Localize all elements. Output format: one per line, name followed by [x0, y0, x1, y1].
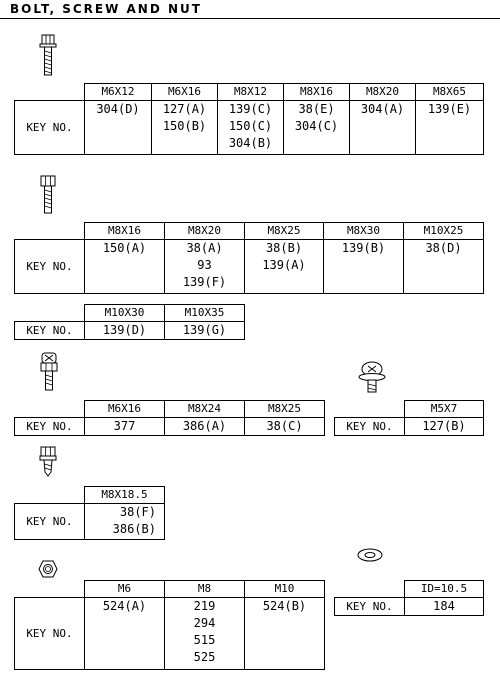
flat-washer-icon [356, 546, 384, 564]
key-value: 139(D) [102, 323, 147, 337]
key-cell [85, 322, 165, 340]
key-value: 304(A) [360, 102, 405, 116]
key-no-label: KEY NO. [15, 504, 85, 540]
key-value: 127(A) [162, 102, 207, 116]
size-header: M8X16 [85, 223, 165, 240]
size-header: M8X65 [416, 84, 484, 101]
size-header: M6X12 [85, 84, 152, 101]
size-header: M8X25 [245, 401, 325, 418]
page-title: BOLT, SCREW AND NUT [10, 2, 202, 16]
key-value: 525 [193, 650, 216, 664]
key-value: 219 [193, 599, 216, 613]
parts-table-7 [14, 580, 325, 670]
pan-head-washer-screw-icon [357, 360, 387, 394]
size-header: M8X12 [218, 84, 284, 101]
phillips-hex-bolt-icon [38, 352, 60, 392]
key-value: 515 [193, 633, 216, 647]
key-value: 377 [113, 419, 136, 433]
parts-table-6 [14, 486, 165, 540]
key-value: 38(F) [119, 505, 156, 519]
key-value: 150(C) [228, 119, 273, 133]
key-cell [350, 101, 416, 155]
size-header: M10X30 [85, 305, 165, 322]
key-cell [85, 240, 165, 294]
parts-table-2 [14, 222, 484, 294]
key-cell [245, 598, 325, 670]
key-value: 38(D) [425, 241, 462, 255]
hex-bolt-icon [38, 175, 58, 215]
key-value: 524(B) [262, 599, 307, 613]
key-cell [245, 240, 324, 294]
key-cell [416, 101, 484, 155]
size-header: M10X25 [404, 223, 484, 240]
key-cell [404, 240, 484, 294]
size-header: M8X25 [245, 223, 324, 240]
key-value: 139(E) [427, 102, 472, 116]
size-header: M6X16 [85, 401, 165, 418]
key-value: 139(F) [182, 275, 227, 289]
key-value: 38(C) [266, 419, 303, 433]
parts-table-5 [334, 400, 484, 436]
key-value: 304(C) [294, 119, 339, 133]
parts-table-4 [14, 400, 325, 436]
key-value: 38(E) [298, 102, 335, 116]
table-corner [15, 223, 85, 240]
key-value: 139(G) [182, 323, 227, 337]
size-header: ID=10.5 [405, 581, 484, 598]
key-no-label: KEY NO. [335, 598, 405, 616]
key-value: 524(A) [102, 599, 147, 613]
key-value: 294 [193, 616, 216, 630]
key-value: 304(D) [96, 102, 140, 116]
tapping-bolt-icon [38, 446, 58, 478]
key-cell [405, 598, 484, 616]
key-no-label: KEY NO. [15, 598, 85, 670]
size-header: M8X18.5 [85, 487, 165, 504]
parts-table-1 [14, 83, 484, 155]
size-header: M6 [85, 581, 165, 598]
key-cell [165, 322, 245, 340]
hex-nut-icon [38, 559, 58, 579]
key-cell [85, 598, 165, 670]
key-cell [165, 598, 245, 670]
key-value: 127(B) [422, 419, 466, 433]
key-no-label: KEY NO. [15, 240, 85, 294]
key-value: 386(A) [182, 419, 227, 433]
key-no-label: KEY NO. [15, 418, 85, 436]
key-value: 139(A) [262, 258, 306, 272]
size-header: M5X7 [405, 401, 484, 418]
table-corner [15, 487, 85, 504]
key-no-label: KEY NO. [15, 101, 85, 155]
size-header: M6X16 [152, 84, 218, 101]
size-header: M10 [245, 581, 325, 598]
key-value: 139(C) [228, 102, 273, 116]
key-cell [284, 101, 350, 155]
key-value: 304(B) [228, 136, 273, 150]
table-corner [15, 84, 85, 101]
key-value: 38(A) [186, 241, 223, 255]
table-corner [15, 401, 85, 418]
key-value: 150(B) [162, 119, 207, 133]
size-header: M8X20 [350, 84, 416, 101]
table-corner [335, 401, 405, 418]
size-header: M8 [165, 581, 245, 598]
key-value: 93 [197, 258, 212, 272]
parts-table-3 [14, 304, 245, 340]
parts-table-8 [334, 580, 484, 616]
size-header: M8X20 [165, 223, 245, 240]
key-cell [152, 101, 218, 155]
key-value: 139(B) [341, 241, 386, 255]
key-cell [218, 101, 284, 155]
size-header: M8X30 [324, 223, 404, 240]
key-cell [85, 101, 152, 155]
title-underline [0, 18, 500, 19]
table-corner [15, 581, 85, 598]
size-header: M8X16 [284, 84, 350, 101]
size-header: M10X35 [165, 305, 245, 322]
table-corner [15, 305, 85, 322]
key-value: 184 [433, 599, 455, 613]
key-cell [245, 418, 325, 436]
key-value: 38(B) [265, 241, 303, 255]
size-header: M8X24 [165, 401, 245, 418]
key-cell [165, 240, 245, 294]
key-no-label: KEY NO. [335, 418, 405, 436]
key-cell [85, 418, 165, 436]
key-cell [85, 504, 165, 540]
table-corner [335, 581, 405, 598]
key-cell [405, 418, 484, 436]
flange-bolt-icon [38, 34, 58, 78]
key-cell [324, 240, 404, 294]
key-value: 150(A) [102, 241, 147, 255]
key-value: 386(B) [112, 522, 156, 536]
key-no-label: KEY NO. [15, 322, 85, 340]
key-cell [165, 418, 245, 436]
